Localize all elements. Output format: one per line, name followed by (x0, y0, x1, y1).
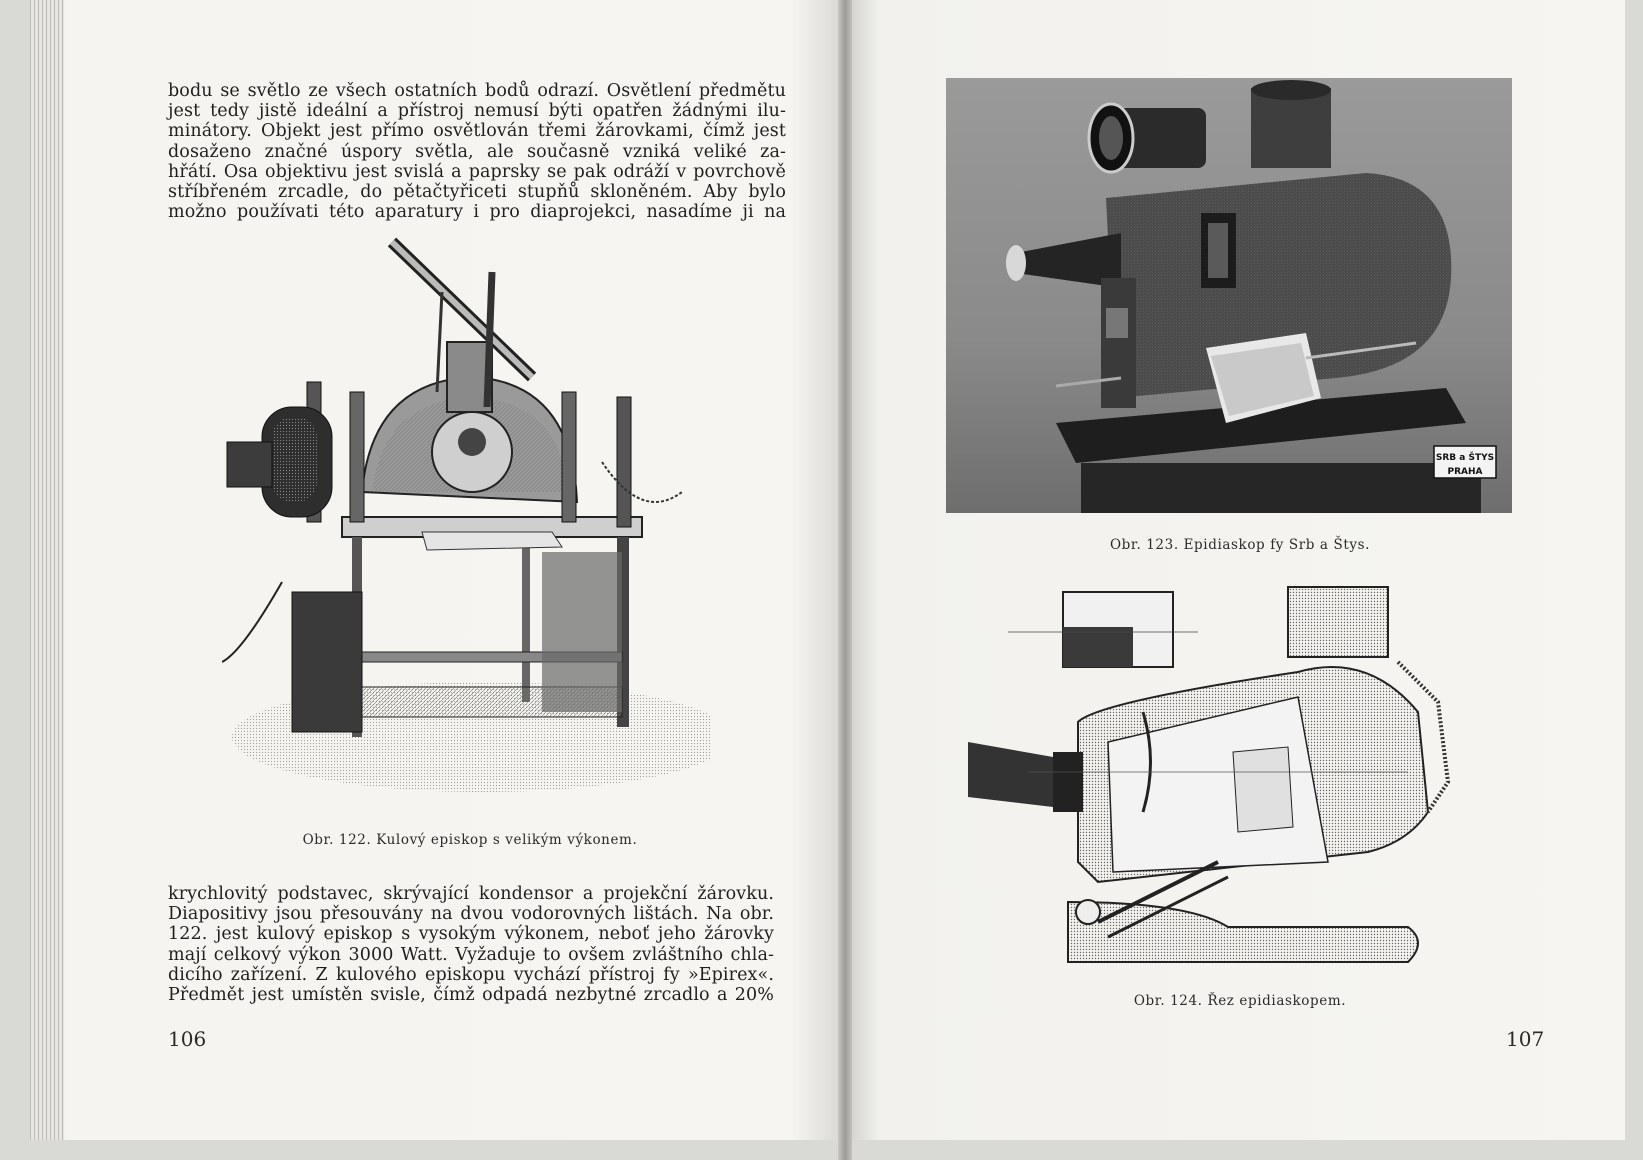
text-line: hřátí. Osa objektivu jest svislá a paprsky se pak odráží v povrchově (168, 161, 786, 182)
text-line: mají celkový výkon 3000 Watt. Vyžaduje to ovšem zvláštního chla- (168, 944, 774, 965)
text-line: krychlovitý podstavec, skrývající kondensor a projekční žárovku. (168, 884, 774, 904)
text-line: jest tedy jistě ideální a přístroj nemusí býti opatřen žádnými ilu- (168, 101, 786, 122)
book-gutter (838, 0, 852, 1160)
paragraph-top (168, 81, 786, 222)
text-line: 122. jest kulový episkop s vysokým výkonem, neboť jeho žárovky (168, 924, 774, 945)
photographer-stamp (1434, 446, 1496, 478)
text-line: Diapositivy jsou přesouvány na dvou vodorovných lištách. Na obr. (168, 904, 774, 925)
stamp-line-2: PRAHA (1447, 467, 1483, 477)
figure-123-epidiascope-photo (946, 78, 1512, 513)
paragraph-bottom (168, 884, 774, 1005)
page-edges (30, 0, 64, 1140)
figure-124-caption: Obr. 124. Řez epidiaskopem. (1133, 993, 1347, 1009)
text-line: bodu se světlo ze všech ostatních bodů odrazí. Osvětlení předmětu (168, 81, 786, 101)
figure-124-cross-section (968, 582, 1468, 982)
figure-123-caption: Obr. 123. Epidiaskop fy Srb a Štys. (1109, 537, 1370, 553)
page-number-right: 107 (1506, 1027, 1545, 1051)
figure-122-caption: Obr. 122. Kulový episkop s velikým výkonem. (302, 832, 638, 848)
text-line: dicího zařízení. Z kulového episkopu vychází přístroj fy »Epirex«. (168, 964, 774, 985)
text-line: možno používati této aparatury i pro diaprojekci, nasadíme ji na (168, 202, 786, 223)
text-line: Předmět jest umístěn svisle, čímž odpadá nezbytné zrcadlo a 20% (168, 985, 774, 1006)
page-number-left: 106 (168, 1027, 207, 1051)
stamp-line-1: SRB a ŠTYS (1435, 453, 1495, 463)
text-line: minátory. Objekt jest přímo osvětlován třemi žárovkami, čímž jest (168, 121, 786, 142)
text-line: dosaženo značné úspory světla, ale současně vzniká veliké za- (168, 141, 786, 162)
text-line: stříbřeném zrcadle, do pětačtyřiceti stupňů skloněném. Aby bylo (168, 182, 786, 203)
figure-122-spherical-episcope (222, 232, 712, 802)
